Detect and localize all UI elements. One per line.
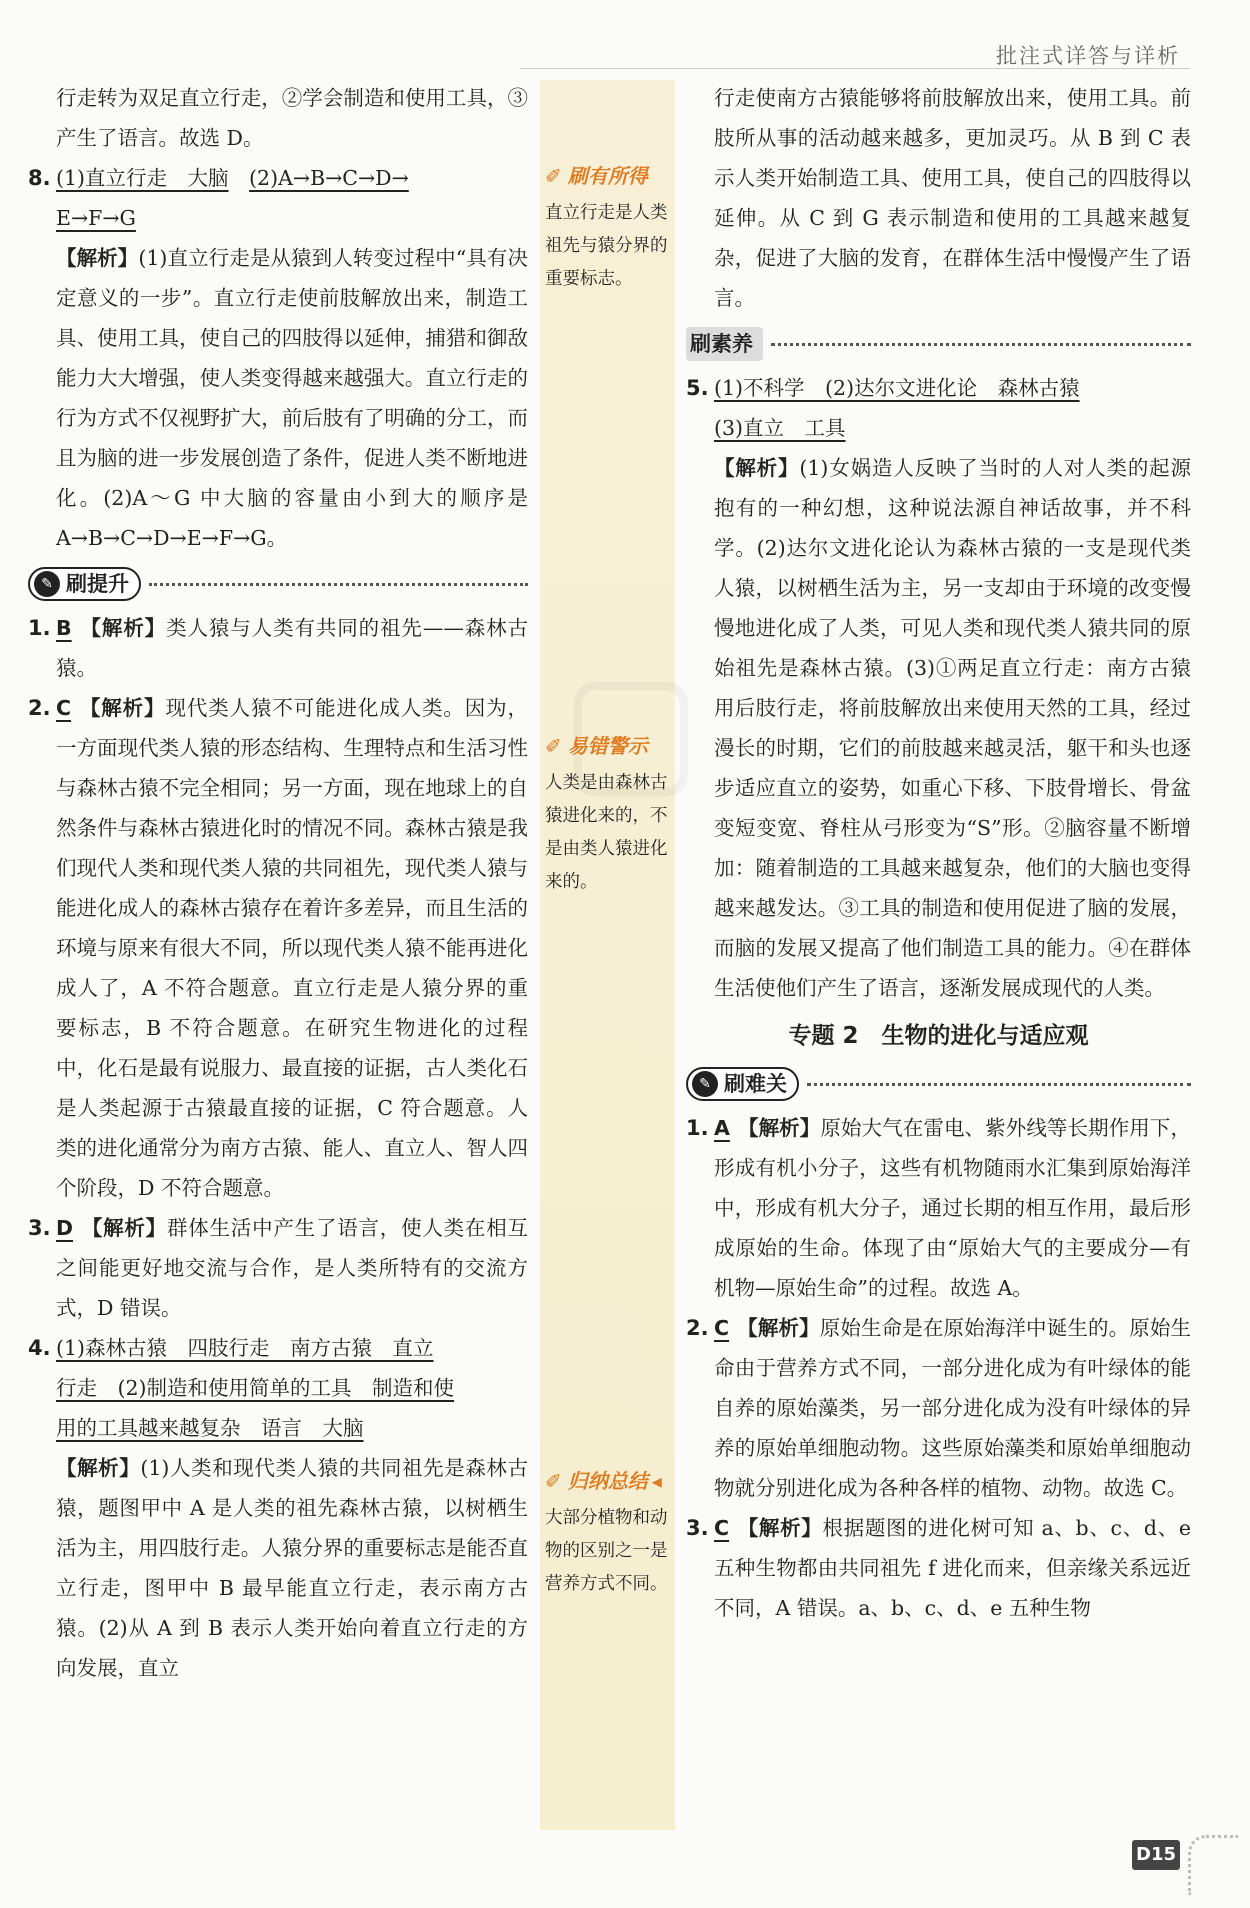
header-rule: [520, 68, 1190, 69]
note-shua-you-suo-de: ✐ 刷有所得 直立行走是人类祖先与猿分界的重要标志。: [545, 160, 670, 296]
section-icon: ✎: [34, 571, 60, 597]
topic-title: 专题 2 生物的进化与适应观: [788, 1023, 1089, 1049]
question-1-topic2: 1. A 【解析】原始大气在雷电、紫外线等长期作用下，形成有机小分子，这些有机物随雨水汇集到原始海洋中，形成有机大分子，通过长期的相互作用，最后形成原始的生命。体现了由“原始大气的主要成分—有机物—原始生命”的过程。故选 A。: [686, 1116, 1192, 1300]
question-3-topic2: 3. C 【解析】根据题图的进化树可知 a、b、c、d、e 五种生物都由共同祖先 f 进化而来，但亲缘关系远近不同，A 错误。a、b、c、d、e 五种生物: [686, 1516, 1191, 1620]
section-header-nanguan: ✎ 刷难关: [686, 1062, 1191, 1106]
question-3: 3. D 【解析】群体生活中产生了语言，使人类在相互之间能更好地交流与合作，是人类所特有的交流方式，D 错误。: [28, 1216, 528, 1320]
question-2-topic2: 2. C 【解析】原始生命是在原始海洋中诞生的。原始生命由于营养方式不同，一部分进化成为有叶绿体的能自养的原始藻类，另一部分进化成为没有叶绿体的异养的原始单细胞动物。这些原始藻类和原始单细胞动物就分别进化成为各种各样的植物、动物。故选 C。: [686, 1316, 1191, 1500]
note-gui-na-zong-jie: ✐ 归纳总结 ◂ 大部分植物和动物的区别之一是营养方式不同。: [545, 1465, 670, 1601]
corner-decoration: [1188, 1835, 1238, 1895]
page-number: D15: [1132, 1840, 1180, 1870]
pen-icon: ✐: [545, 1469, 562, 1493]
pen-icon: ✐: [545, 164, 562, 188]
running-header: 批注式详答与详析: [996, 44, 1180, 68]
note-yi-cuo-jing-shi: ✐ 易错警示 人类是由森林古猿进化来的，不是由类人猿进化来的。: [545, 730, 670, 899]
right-column: [686, 78, 1191, 1628]
left-column: [28, 78, 528, 1688]
section-header-tisheng: ✎ 刷提升: [28, 562, 528, 606]
left-continuation: 行走转为双足直立行走，②学会制造和使用工具，③产生了语言。故选 D。: [56, 86, 528, 150]
question-5: 5. (1)不科学 (2)达尔文进化论 森林古猿 (3)直立 工具 【解析】(1)女娲造人反映了当时的人对人类的起源抱有的一种幻想，这种说法源自神话故事，并不科学。(2)达尔文进化论认为森林古猿的一支是现代类人猿，以树栖生活为主，另一支却由于环境的改变慢慢地进化成了人类，可见人类和现代类人猿共同的原始祖先是森林古猿。(3)①两足直立行走：南方古猿用后肢行走，将前肢解放出来使用天然的工具，经过漫长的时期，它们的前肢越来越灵活，躯干和头也逐步适应直立的姿势，如重心下移、下肢骨增长、骨盆变短变宽、脊柱从弓形变为“S”形。②脑容量不断增加：随着制造的工具越来越复杂，他们的大脑也变得越来越发达。③工具的制造和使用促进了脑的发展，而脑的发展又提高了他们制造工具的能力。④在群体生活使他们产生了语言，逐渐发展成现代的人类。: [686, 376, 1191, 1000]
pen-icon: ✐: [545, 734, 562, 758]
question-4: 4. (1)森林古猿 四肢行走 南方古猿 直立 行走 (2)制造和使用简单的工具 制造和使 用的工具越来越复杂 语言 大脑 【解析】(1)人类和现代类人猿的共同祖先是森林古猿，题图甲中 A 是人类的祖先森林古猿，以树栖生活为主，用四肢行走。人猿分界的重要标志是能否直立行走，图甲中 B 最早能直立行走，表示南方古猿。(2)从 A 到 B 表示人类开始向着直立行走的方向发展，直立: [28, 1336, 528, 1680]
question-8: 8. (1)直立行走 大脑 (2)A→B→C→D→ E→F→G 【解析】(1)直立行走是从猿到人转变过程中“具有决定意义的一步”。直立行走使前肢解放出来，制造工具、使用工具，使自己的四肢得以延伸，捕猎和御敌能力大大增强，使人类变得越来越强大。直立行走的行为方式不仅视野扩大，前后肢有了明确的分工，而且为脑的进一步发展创造了条件，促进人类不断地进化。(2)A～G 中大脑的容量由小到大的顺序是 A→B→C→D→E→F→G。: [28, 166, 528, 550]
right-continuation: 行走使南方古猿能够将前肢解放出来，使用工具。前肢所从事的活动越来越多，更加灵巧。从 B 到 C 表示人类开始制造工具、使用工具，使自己的四肢得以延伸。从 C 到 G 表示制造和使用的工具越来越复杂，促进了大脑的发育，在群体生活中慢慢产生了语言。: [714, 86, 1191, 310]
section-icon: ✎: [692, 1071, 718, 1097]
pointer-icon: ◂: [651, 1469, 662, 1493]
question-2: 2. C 【解析】现代类人猿不可能进化成人类。因为，一方面现代类人猿的形态结构、生理特点和生活习性与森林古猿不完全相同；另一方面，现在地球上的自然条件与森林古猿进化时的情况不同。森林古猿是我们现代人类和现代类人猿的共同祖先，现代类人猿与能进化成人的森林古猿存在着许多差异，而且生活的环境与原来有很大不同，所以现代类人猿不能再进化成人了，A 不符合题意。直立行走是人猿分界的重要标志，B 不符合题意。在研究生物进化的过程中，化石是最有说服力、最直接的证据，古人类化石是人类起源于古猿最直接的证据，C 符合题意。人类的进化通常分为南方古猿、能人、直立人、智人四个阶段，D 不符合题意。: [28, 696, 529, 1200]
question-1: 1. B 【解析】类人猿与人类有共同的祖先——森林古猿。: [28, 616, 529, 680]
section-header-susu: 刷素养: [686, 322, 1191, 366]
